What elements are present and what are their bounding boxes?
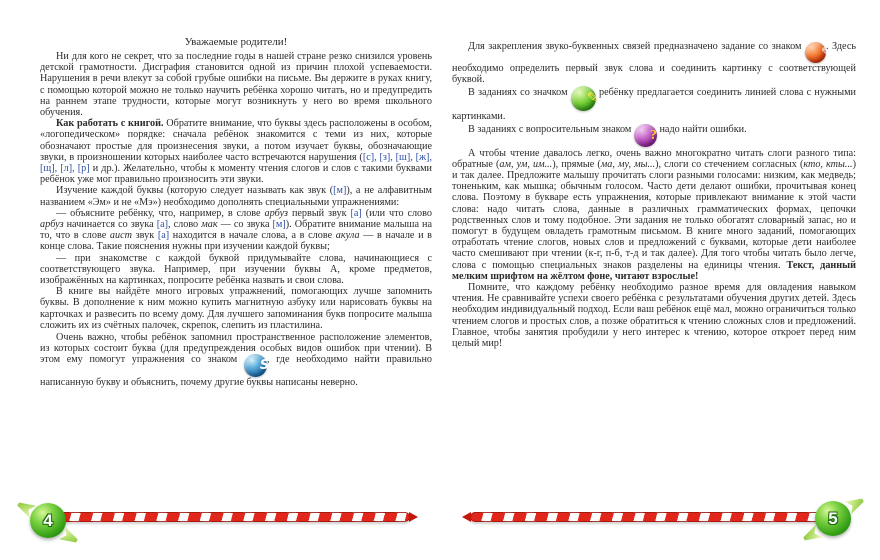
candy-stripe-left	[58, 512, 410, 522]
text-segment: [а]	[156, 219, 169, 231]
candy-ball-icon	[30, 503, 66, 538]
text-segment: ма, му, мы...	[600, 158, 656, 170]
paragraph	[40, 118, 432, 185]
text-segment: Как работать с книгой.	[56, 118, 164, 130]
text-segment: — со звука	[217, 219, 273, 231]
text-segment: [с], [з], [ш], [ж], [щ], [л], [р]	[40, 151, 432, 175]
paragraph	[452, 41, 856, 85]
page-number: 5	[828, 508, 838, 528]
text-segment: Изучение каждой буквы (которую следует называть как звук (	[56, 185, 334, 197]
text-segment: [м]	[272, 219, 286, 231]
text-segment: [а]	[350, 207, 362, 219]
text-segment: начинается со звука	[63, 219, 157, 231]
page-number-candy-right	[812, 499, 854, 539]
text-segment: ), а не алфавитным названием «Эм» и не «Мэ») необходимо дополнять специальными упражнениями:	[40, 185, 432, 208]
text-segment: — в начале и в конце слова. Такие пояснения нужны при изучении каждой буквы;	[40, 230, 432, 253]
candy-stripe-right	[470, 512, 822, 522]
paragraph	[40, 332, 432, 389]
text-segment: арбуз	[264, 207, 289, 219]
text-segment: — при знакомстве с каждой буквой придумывайте слова, начинающиеся с соответствующего звука. Например, при изучении буквы А, кроме предметов, изображённых на картинках, попросите ребёнка назвать и свои слова.	[40, 252, 432, 287]
paragraph	[40, 286, 432, 331]
text-segment: звук	[131, 230, 158, 242]
text-segment: Для закрепления звуко-буквенных связей предназначено задание со знаком	[468, 41, 805, 52]
text-segment: [а]	[157, 230, 170, 242]
text-segment: Текст, данный мелким шрифтом на жёлтом фоне, читают взрослые!	[452, 259, 856, 282]
page-number: 4	[43, 510, 53, 530]
text-segment: [м]	[333, 185, 347, 197]
page-number-candy-left	[27, 501, 69, 541]
text-segment: ). Обратите внимание малыша на то, что в слове	[40, 219, 432, 242]
text-segment: ам, ум, им...	[499, 158, 553, 170]
pencil-green-ball-icon: ✎	[571, 86, 596, 111]
page-right	[452, 40, 856, 349]
text-segment: В заданиях с вопросительным знаком	[468, 123, 634, 135]
paragraph	[452, 282, 856, 349]
text-segment: Помните, что каждому ребёнку необходимо разное время для овладения навыком чтения. Не сравнивайте успехи своего ребёнка с результатами обучения других детей. Здесь необходим индивидуальный подход. Если ваш ребёнок ещё мал, можно ограничиться только чтением слогов и простых слов, а позже обратиться к чтению сложных слов и предложений. Главное, чтобы занятия пробудили у него интерес к чтению, которое откроет перед ним целый мир!	[452, 282, 856, 350]
text-segment: кто, кты...	[803, 158, 853, 170]
text-segment: акула	[335, 230, 360, 242]
letter-ball-icon: S	[244, 354, 267, 377]
text-segment: — объясните ребёнку, что, например, в слове	[56, 207, 265, 219]
candy-ball-icon	[815, 501, 851, 536]
paragraph	[452, 124, 856, 147]
paragraph	[452, 86, 856, 122]
text-segment: первый звук	[288, 207, 351, 219]
text-segment: и др.). Желательно, чтобы к моменту чтения слогов и слов с такими буквами ребёнок уже мог правильно произносить эти звуки.	[40, 163, 432, 186]
text-segment: А чтобы чтение давалось легко, очень важно многократно читать слоги разного типа: обратные (	[452, 147, 856, 170]
text-segment: , где необходимо найти правильно написанную букву и объяснить, почему другие буквы написаны неверно.	[40, 354, 432, 389]
text-segment: находится в начале слова, а в слове	[169, 230, 336, 242]
text-segment: Обратите внимание, что буквы здесь расположены в особом, «логопедическом» порядке: сначала ребёнок знакомится с теми из них, которые обозначают простые для произнесения звуки, а потом изучает буквы, обозначающие звуки, в произношении которых наиболее часто встречаются нарушения (	[40, 118, 432, 163]
text-segment: ), прямые (	[552, 158, 601, 170]
text-segment: надо найти ошибки.	[656, 123, 747, 135]
text-segment: арбуз	[40, 219, 64, 231]
text-segment: Ни для кого не секрет, что за последние годы в нашей стране резко снизился уровень детской грамотности. Дисграфия становится одной из причин плохой успеваемости. Нарушения в речи влекут за собой грубые ошибки на письме. Вы держите в руках книгу, с помощью которой можно не только научить ребёнка хорошо читать, но и предупредить на раннем этапе трудности, которые могут возникнуть у него во время школьного обучения.	[40, 51, 432, 119]
text-segment: мак	[201, 219, 218, 231]
text-segment: ) и так далее. Предложите малышу прочитать слоги разными голосами: низким, как медведь; тоненьким, как мышка; обычным голосом. Часто дети делают ошибки, прочитывая конец слова. Поэтому в букваре есть упражнения, которые привлекают внимание к этой части слова: надо читать слова, данные в различных грамматических формах, цепочки родственных слов и тому подобное. Эти задания не только обогатят словарный запас, но и помогут в будущем овладеть грамотным письмом. В книге много заданий, помогающих отработать чтение слогов, новых слов и предложений с буквами, которые дети наиболее часто смешивают при чтении (к-г, п-б, т-д и так далее). Для того чтобы читать было легче, слова с помощью специальных знаков разделены на единицы чтения.	[452, 158, 856, 271]
text-segment: ), слоги со стечением согласных (	[655, 158, 804, 170]
text-segment: Очень важно, чтобы ребёнок запомнил пространственное расположение элементов, из которых состоит буква (для предупреждения особых видов ошибок при чтении). В этом ему помогут упражнения со знаком	[40, 332, 432, 366]
text-segment: ребёнку предлагается соединить линией слова с нужными картинками.	[452, 87, 857, 123]
question-ball-icon: ?	[634, 124, 657, 147]
pencil-red-ball-icon: ✎	[805, 42, 826, 63]
text-segment: В заданиях со значком	[468, 87, 571, 99]
text-segment: , слово	[168, 219, 202, 231]
paragraph	[452, 148, 856, 282]
text-segment: (или что слово	[361, 207, 432, 219]
paragraph	[40, 208, 432, 253]
text-segment: В книге вы найдёте много игровых упражнений, помогающих лучше запомнить буквы. В дополнение к ним можно купить магнитную азбуку или нарисовать буквы на карточках и развесить по всему дому. Для лучшего запоминания букв попросите малыша сложить их из счётных палочек, скрепок, слепить из пластилина.	[40, 286, 432, 331]
paragraph	[40, 253, 432, 287]
page-title: Уважаемые родители!	[184, 36, 288, 48]
paragraph	[40, 185, 432, 207]
text-segment: аист	[109, 230, 132, 242]
text-segment: . Здесь необходимо определить первый звук слова и соединить картинку с соответствующей буквой.	[452, 41, 857, 86]
paragraph	[40, 51, 432, 118]
page-left	[40, 36, 432, 390]
